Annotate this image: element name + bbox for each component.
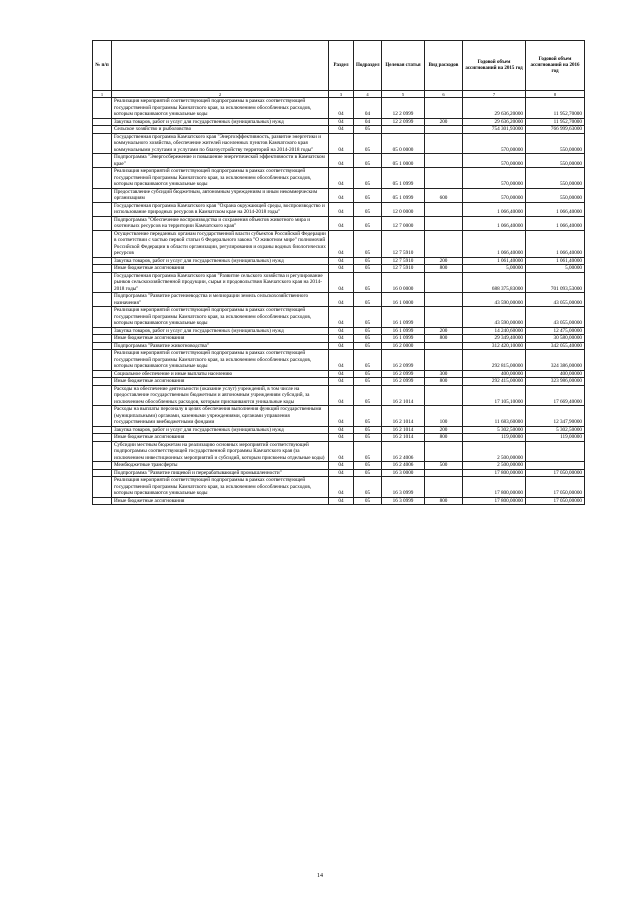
column-number: 3 [329, 91, 354, 98]
row-target-article: 16 2 0999 [382, 370, 425, 378]
row-expense-type [425, 216, 463, 230]
row-target-article: 05 0 0000 [382, 133, 425, 154]
table-row [93, 154, 585, 168]
row-volume-2016: 324 386,00000 [526, 350, 585, 371]
row-volume-2015: 119,00000 [463, 434, 526, 442]
table-row [93, 406, 585, 427]
row-volume-2016: 30 580,00000 [526, 335, 585, 343]
row-expense-type [425, 202, 463, 216]
header-target-article: Целевая статья [382, 41, 425, 91]
row-section: 04 [329, 441, 354, 462]
row-num [93, 154, 112, 168]
table-row [93, 216, 585, 230]
row-num [93, 293, 112, 307]
header-num: № п/п [93, 41, 112, 91]
row-subsection: 05 [354, 168, 382, 189]
table-row [93, 441, 585, 462]
row-volume-2015: 570,00000 [463, 154, 526, 168]
row-section: 04 [329, 202, 354, 216]
row-expense-type: 200 [425, 257, 463, 265]
row-num [93, 469, 112, 477]
row-volume-2015: 5 302,50000 [463, 426, 526, 434]
row-section: 04 [329, 434, 354, 442]
row-subsection: 05 [354, 469, 382, 477]
row-expense-type [425, 154, 463, 168]
table-row [93, 462, 585, 470]
row-num [93, 188, 112, 202]
row-target-article: 05 1 0000 [382, 154, 425, 168]
row-target-article: 16 1 0999 [382, 335, 425, 343]
row-section: 04 [329, 307, 354, 328]
header-expense-type: Вид расходов [425, 41, 463, 91]
row-subsection: 05 [354, 188, 382, 202]
row-num [93, 272, 112, 293]
row-target-article: 16 2 0999 [382, 350, 425, 371]
table-row [93, 378, 585, 386]
row-volume-2015: 1 066,40000 [463, 216, 526, 230]
row-volume-2015: 29 349,40000 [463, 335, 526, 343]
row-volume-2016: 550,00000 [526, 188, 585, 202]
row-num [93, 327, 112, 335]
row-num [93, 434, 112, 442]
row-expense-type [425, 477, 463, 498]
row-name: Расходы на обеспечение деятельности (оказание услуг) учреждений, в том числе на предоставление государственным бюджетным и автономным учреждениям субсидий, за исключением обособленных расходов, которым присваиваются уникальные коды [112, 385, 329, 406]
row-volume-2015: 43 590,00000 [463, 307, 526, 328]
row-num [93, 462, 112, 470]
table-row [93, 327, 585, 335]
row-subsection: 05 [354, 202, 382, 216]
row-expense-type: 800 [425, 497, 463, 505]
row-name: Иные бюджетные ассигнования [112, 335, 329, 343]
row-num [93, 370, 112, 378]
table-row [93, 426, 585, 434]
row-subsection: 05 [354, 462, 382, 470]
row-section: 04 [329, 342, 354, 350]
row-volume-2015: 1 066,40000 [463, 230, 526, 257]
row-volume-2015: 2 500,00000 [463, 462, 526, 470]
row-subsection: 05 [354, 434, 382, 442]
row-name: Иные бюджетные ассигнования [112, 265, 329, 273]
row-section: 04 [329, 378, 354, 386]
row-target-article: 16 2 0000 [382, 342, 425, 350]
budget-table [92, 40, 585, 505]
column-number: 7 [463, 91, 526, 98]
header-section: Раздел [329, 41, 354, 91]
row-name: Социальное обеспечение и иные выплаты населению [112, 370, 329, 378]
row-volume-2016: 12 347,90000 [526, 406, 585, 427]
row-section: 04 [329, 406, 354, 427]
row-section: 04 [329, 350, 354, 371]
row-volume-2016: 323 986,00000 [526, 378, 585, 386]
row-name: Межбюджетные трансферты [112, 462, 329, 470]
row-expense-type [425, 385, 463, 406]
row-expense-type [425, 469, 463, 477]
row-expense-type [425, 350, 463, 371]
row-subsection: 04 [354, 118, 382, 126]
row-subsection: 05 [354, 477, 382, 498]
row-volume-2015: 17 800,00000 [463, 469, 526, 477]
row-section: 04 [329, 327, 354, 335]
row-target-article: 16 1 0999 [382, 327, 425, 335]
row-target-article: 12 2 0999 [382, 98, 425, 119]
row-num [93, 126, 112, 134]
table-row [93, 307, 585, 328]
table-row [93, 202, 585, 216]
header-volume-2016: Годовой объем ассигнований на 2016 год [526, 41, 585, 91]
row-target-article: 16 3 0999 [382, 477, 425, 498]
row-expense-type: 200 [425, 327, 463, 335]
table-row [93, 168, 585, 189]
row-name: Закупка товаров, работ и услуг для государственных (муниципальных) нужд [112, 257, 329, 265]
table-row [93, 469, 585, 477]
row-volume-2016: 5 302,50000 [526, 426, 585, 434]
row-num [93, 133, 112, 154]
row-volume-2016: 17 050,00000 [526, 497, 585, 505]
row-expense-type: 800 [425, 335, 463, 343]
row-section: 04 [329, 126, 354, 134]
row-section: 04 [329, 477, 354, 498]
row-name: Реализация мероприятий соответствующей подпрограммы в рамках соответствующей государственной программы Камчатского края, за исключением обособленных расходов, которым присваиваются уникальные коды [112, 350, 329, 371]
row-name: Расходы на выплаты персоналу в целях обеспечения выполнения функций государственными (муниципальными) органами, казенными учреждениями, органами управления государственными внебюджетными фондами [112, 406, 329, 427]
row-target-article: 16 0 0000 [382, 272, 425, 293]
row-subsection: 05 [354, 327, 382, 335]
row-section: 04 [329, 426, 354, 434]
row-expense-type [425, 293, 463, 307]
row-target-article: 16 2 1014 [382, 434, 425, 442]
row-volume-2016 [526, 462, 585, 470]
row-expense-type [425, 133, 463, 154]
row-volume-2015: 570,00000 [463, 133, 526, 154]
row-num [93, 342, 112, 350]
row-num [93, 118, 112, 126]
row-num [93, 216, 112, 230]
row-volume-2015: 2 500,00000 [463, 441, 526, 462]
row-subsection: 05 [354, 385, 382, 406]
row-name: Закупка товаров, работ и услуг для государственных (муниципальных) нужд [112, 118, 329, 126]
row-expense-type [425, 342, 463, 350]
row-subsection: 05 [354, 406, 382, 427]
row-expense-type: 200 [425, 426, 463, 434]
table-row [93, 98, 585, 119]
row-volume-2016: 11 952,70000 [526, 98, 585, 119]
row-volume-2015: 17 800,00000 [463, 477, 526, 498]
row-expense-type [425, 168, 463, 189]
column-number: 2 [112, 91, 329, 98]
table-row [93, 133, 585, 154]
row-subsection: 05 [354, 272, 382, 293]
row-volume-2016: 550,00000 [526, 133, 585, 154]
row-num [93, 406, 112, 427]
row-expense-type: 300 [425, 370, 463, 378]
row-section: 04 [329, 118, 354, 126]
row-name: Иные бюджетные ассигнования [112, 497, 329, 505]
row-target-article: 12 0 0000 [382, 202, 425, 216]
table-row [93, 342, 585, 350]
row-section: 04 [329, 257, 354, 265]
row-name: Реализация мероприятий соответствующей подпрограммы в рамках соответствующей государственной программы Камчатского края, за исключением обособленных расходов, которым присваиваются уникальные коды [112, 307, 329, 328]
row-num [93, 202, 112, 216]
table-row [93, 335, 585, 343]
row-target-article: 12 7 5910 [382, 257, 425, 265]
table-row [93, 230, 585, 257]
row-volume-2015: 1 061,40000 [463, 257, 526, 265]
row-name: Подпрограмма "Энергосбережение и повышение энергетической эффективности в Камчатском крае" [112, 154, 329, 168]
row-subsection: 05 [354, 230, 382, 257]
row-section: 04 [329, 265, 354, 273]
header-name [112, 41, 329, 91]
row-volume-2016: 1 066,40000 [526, 216, 585, 230]
row-volume-2016: 43 055,00000 [526, 307, 585, 328]
row-target-article: 16 3 0000 [382, 469, 425, 477]
row-section: 04 [329, 497, 354, 505]
row-target-article: 16 2 1014 [382, 385, 425, 406]
row-subsection: 05 [354, 265, 382, 273]
row-section: 04 [329, 469, 354, 477]
row-volume-2015: 292 815,00000 [463, 350, 526, 371]
row-section: 04 [329, 188, 354, 202]
row-volume-2015: 14 240,60000 [463, 327, 526, 335]
row-expense-type: 100 [425, 406, 463, 427]
header-subsection: Подраздел [354, 41, 382, 91]
row-num [93, 307, 112, 328]
row-section: 04 [329, 98, 354, 119]
row-expense-type: 200 [425, 118, 463, 126]
document-page [92, 40, 584, 505]
table-row [93, 188, 585, 202]
column-number: 8 [526, 91, 585, 98]
column-number: 5 [382, 91, 425, 98]
row-volume-2015: 11 683,60000 [463, 406, 526, 427]
row-name: Государственная программа Камчатского края "Энергоэффективность, развитие энергетики и коммунального хозяйства, обеспечение жителей населенных пунктов Камчатского края коммунальными услугами и услугами по благоустройству территорий на 2014-2018 годы" [112, 133, 329, 154]
row-target-article: 16 2 1014 [382, 426, 425, 434]
row-target-article: 12 7 5910 [382, 265, 425, 273]
row-subsection: 05 [354, 342, 382, 350]
row-expense-type: 800 [425, 378, 463, 386]
row-target-article: 12 2 0999 [382, 118, 425, 126]
table-row [93, 257, 585, 265]
row-volume-2015: 5,00000 [463, 265, 526, 273]
row-volume-2016: 342 055,40000 [526, 342, 585, 350]
row-volume-2015: 43 590,00000 [463, 293, 526, 307]
row-expense-type [425, 126, 463, 134]
column-number: 1 [93, 91, 112, 98]
row-subsection: 05 [354, 307, 382, 328]
row-num [93, 477, 112, 498]
row-volume-2015: 570,00000 [463, 168, 526, 189]
row-subsection: 05 [354, 133, 382, 154]
row-volume-2016: 701 093,53000 [526, 272, 585, 293]
row-expense-type: 800 [425, 434, 463, 442]
column-number: 4 [354, 91, 382, 98]
row-section: 04 [329, 230, 354, 257]
row-subsection: 05 [354, 497, 382, 505]
table-row [93, 293, 585, 307]
table-row [93, 118, 585, 126]
row-target-article: 16 1 0000 [382, 293, 425, 307]
row-section: 04 [329, 168, 354, 189]
row-expense-type [425, 272, 463, 293]
row-target-article: 05 1 0999 [382, 168, 425, 189]
row-name: Подпрограмма "Развитие пищевой и перерабатывающей промышленности" [112, 469, 329, 477]
table-row [93, 265, 585, 273]
row-volume-2016: 119,00000 [526, 434, 585, 442]
row-target-article: 12 7 0000 [382, 216, 425, 230]
row-num [93, 497, 112, 505]
row-num [93, 441, 112, 462]
row-num [93, 378, 112, 386]
row-volume-2015: 17 800,00000 [463, 497, 526, 505]
row-volume-2015: 29 636,20000 [463, 118, 526, 126]
header-volume-2015: Годовой объем ассигнований на 2015 год [463, 41, 526, 91]
row-volume-2016: 5,00000 [526, 265, 585, 273]
row-subsection: 05 [354, 293, 382, 307]
row-num [93, 385, 112, 406]
row-num [93, 168, 112, 189]
row-subsection: 05 [354, 216, 382, 230]
row-volume-2015: 754 301,93000 [463, 126, 526, 134]
table-row [93, 350, 585, 371]
column-number: 6 [425, 91, 463, 98]
row-volume-2016: 1 066,40000 [526, 202, 585, 216]
row-volume-2016: 1 066,40000 [526, 230, 585, 257]
row-section: 04 [329, 216, 354, 230]
row-volume-2016: 766 999,63000 [526, 126, 585, 134]
row-name: Подпрограмма "Обеспечение воспроизводства и сохранения объектов животного мира и охотничьих ресурсов на территории Камчатского края" [112, 216, 329, 230]
row-volume-2015: 29 636,20000 [463, 98, 526, 119]
row-subsection: 05 [354, 370, 382, 378]
row-volume-2016: 17 050,00000 [526, 477, 585, 498]
table-row [93, 497, 585, 505]
row-volume-2015: 1 066,40000 [463, 202, 526, 216]
row-volume-2015: 400,00000 [463, 370, 526, 378]
row-name: Субсидии местным бюджетам на реализацию основных мероприятий соответствующей подпрограммы соответствующей государственной программы Камчатского края (за исключением инвестиционных мероприятий и субсидий, которым присвоены отдельные коды) [112, 441, 329, 462]
row-section: 04 [329, 335, 354, 343]
row-num [93, 350, 112, 371]
table-row [93, 385, 585, 406]
row-volume-2015: 688 375,83000 [463, 272, 526, 293]
table-header-row [93, 41, 585, 91]
row-subsection: 05 [354, 154, 382, 168]
row-volume-2015: 292 415,00000 [463, 378, 526, 386]
row-name: Предоставление субсидий бюджетным, автономным учреждениям и иным некоммерческим организациям [112, 188, 329, 202]
row-volume-2016: 1 061,40000 [526, 257, 585, 265]
row-num [93, 426, 112, 434]
row-expense-type [425, 98, 463, 119]
row-volume-2016: 17 669,40000 [526, 385, 585, 406]
table-row [93, 370, 585, 378]
row-subsection: 05 [354, 441, 382, 462]
table-row [93, 434, 585, 442]
row-num [93, 265, 112, 273]
row-num [93, 98, 112, 119]
row-name: Сельское хозяйство и рыболовство [112, 126, 329, 134]
row-section: 04 [329, 370, 354, 378]
row-target-article: 12 7 5910 [382, 230, 425, 257]
row-expense-type [425, 230, 463, 257]
row-expense-type: 800 [425, 265, 463, 273]
table-row [93, 126, 585, 134]
row-subsection: 05 [354, 426, 382, 434]
row-expense-type [425, 441, 463, 462]
row-subsection: 05 [354, 378, 382, 386]
table-row [93, 272, 585, 293]
row-name: Иные бюджетные ассигнования [112, 378, 329, 386]
row-name: Иные бюджетные ассигнования [112, 434, 329, 442]
row-volume-2015: 312 420,10000 [463, 342, 526, 350]
row-volume-2016: 17 050,00000 [526, 469, 585, 477]
row-expense-type [425, 307, 463, 328]
row-target-article: 16 1 0999 [382, 307, 425, 328]
row-expense-type: 600 [425, 188, 463, 202]
row-target-article: 16 2 1014 [382, 406, 425, 427]
row-name: Государственная программа Камчатского края "Охрана окружающей среды, воспроизводство и использование природных ресурсов в Камчатском крае на 2014-2018 годы" [112, 202, 329, 216]
row-name: Подпрограмма "Развитие растениеводства и мелиорации земель сельскохозяйственного назначения" [112, 293, 329, 307]
table-row [93, 477, 585, 498]
row-section: 04 [329, 462, 354, 470]
row-name: Реализация мероприятий соответствующей подпрограммы в рамках соответствующей государственной программы Камчатского края, за исключением обособленных расходов, которым присваиваются уникальные коды [112, 168, 329, 189]
row-subsection: 05 [354, 257, 382, 265]
row-section: 04 [329, 293, 354, 307]
row-volume-2016: 43 055,00000 [526, 293, 585, 307]
row-num [93, 335, 112, 343]
row-volume-2016: 550,00000 [526, 154, 585, 168]
row-subsection: 05 [354, 350, 382, 371]
row-num [93, 257, 112, 265]
row-subsection: 05 [354, 335, 382, 343]
page-number: 14 [317, 873, 323, 879]
row-volume-2016: 550,00000 [526, 168, 585, 189]
row-target-article [382, 126, 425, 134]
row-section: 04 [329, 154, 354, 168]
row-name: Подпрограмма "Развитие животноводства" [112, 342, 329, 350]
row-subsection: 04 [354, 98, 382, 119]
row-volume-2016: 12 475,00000 [526, 327, 585, 335]
row-section: 04 [329, 272, 354, 293]
row-subsection: 05 [354, 126, 382, 134]
row-name: Реализация мероприятий соответствующей подпрограммы в рамках соответствующей государственной программы Камчатского края, за исключением обособленных расходов, которым присваиваются уникальные коды [112, 477, 329, 498]
row-name: Закупка товаров, работ и услуг для государственных (муниципальных) нужд [112, 327, 329, 335]
row-name: Государственная программа Камчатского края "Развитие сельского хозяйства и регулирование рынков сельскохозяйственной продукции, сырья и продовольствия Камчатского края на 2014-2018 годы" [112, 272, 329, 293]
row-volume-2015: 17 105,10000 [463, 385, 526, 406]
row-volume-2016: 400,00000 [526, 370, 585, 378]
row-volume-2016 [526, 441, 585, 462]
column-number-row [93, 91, 585, 98]
row-volume-2016: 11 952,70000 [526, 118, 585, 126]
row-target-article: 16 2 4006 [382, 462, 425, 470]
row-name: Закупка товаров, работ и услуг для государственных (муниципальных) нужд [112, 426, 329, 434]
row-section: 04 [329, 385, 354, 406]
row-name: Реализация мероприятий соответствующей подпрограммы в рамках соответствующей государственной программы Камчатского края, за исключением обособленных расходов, которым присваиваются уникальные коды [112, 98, 329, 119]
row-target-article: 16 2 0999 [382, 378, 425, 386]
row-target-article: 05 1 0999 [382, 188, 425, 202]
row-volume-2015: 570,00000 [463, 188, 526, 202]
row-section: 04 [329, 133, 354, 154]
row-target-article: 16 2 4006 [382, 441, 425, 462]
row-target-article: 16 3 0999 [382, 497, 425, 505]
row-num [93, 230, 112, 257]
row-expense-type: 500 [425, 462, 463, 470]
row-name: Осуществление переданных органам государственной власти субъектов Российской Федерации в соответствии с частью первой статьи 6 Федерального закона "О животном мире" полномочий Российской Федерации в области организации, регулирования и охраны водных биологических ресурсов [112, 230, 329, 257]
